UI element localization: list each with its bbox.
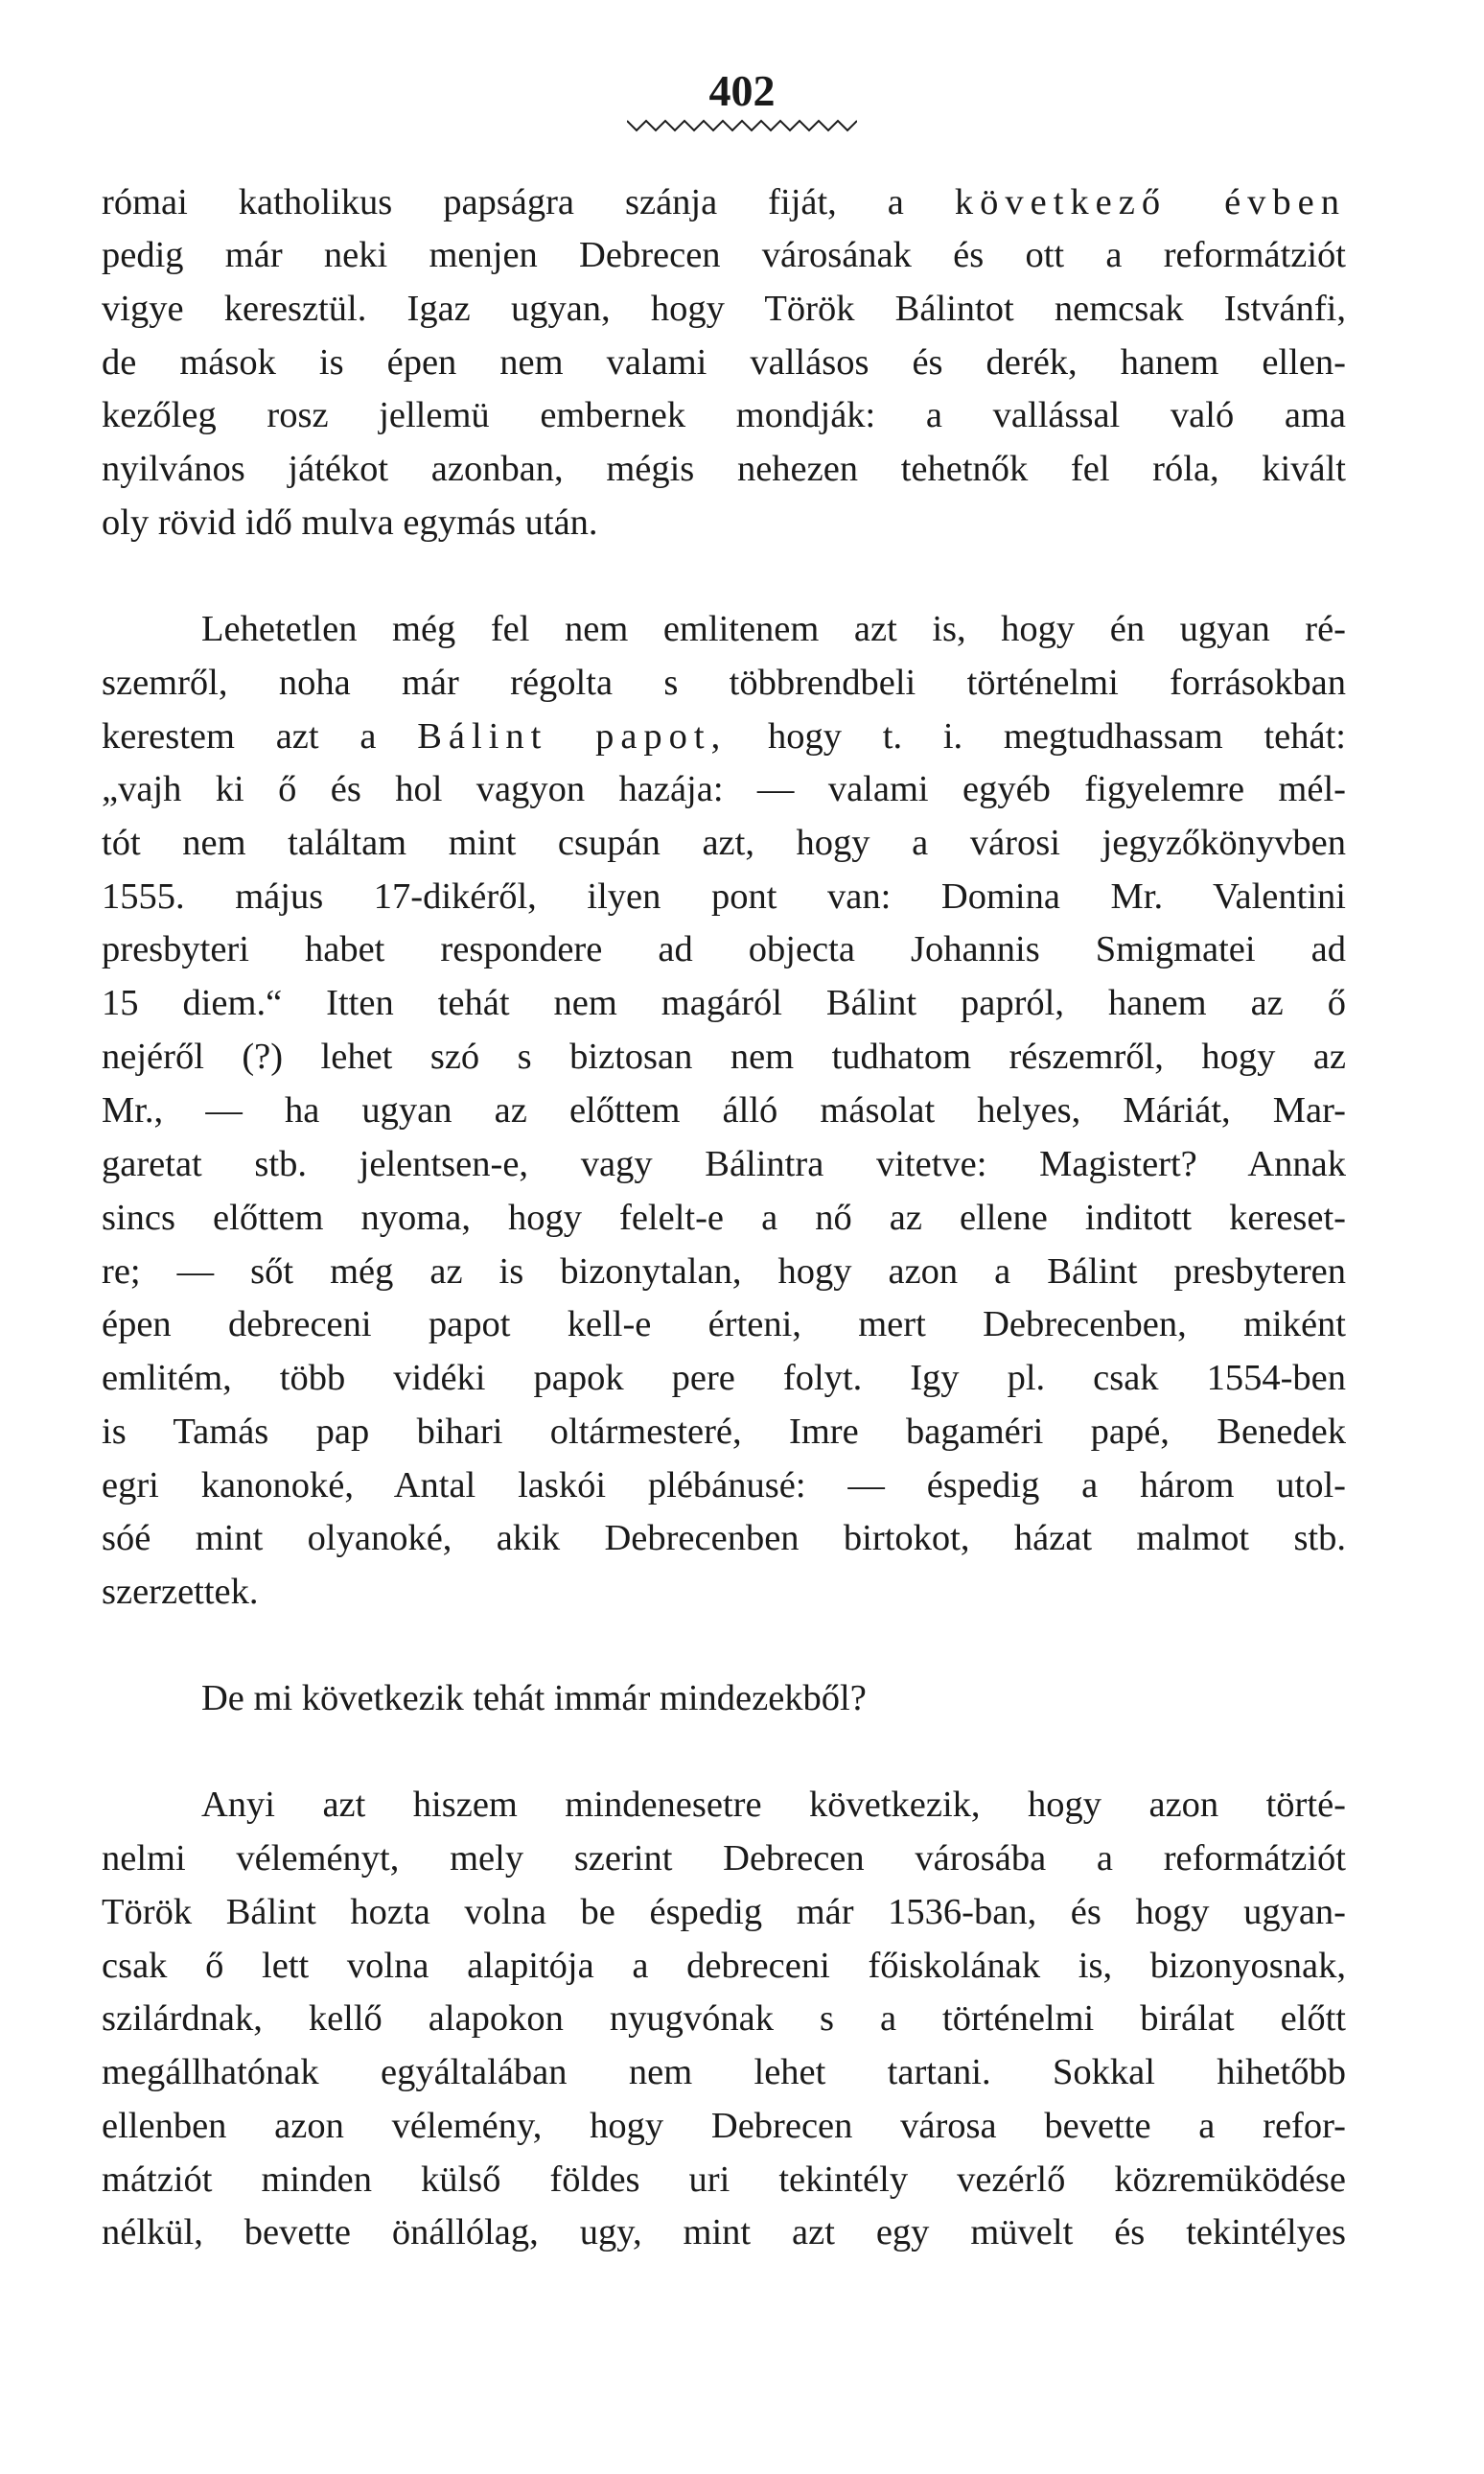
text-line: re; — sőt még az is bizonytalan, hogy azon a Bálint presbyteren: [102, 1251, 1346, 1292]
text-line: nejéről (?) lehet szó s biztosan nem tudhatom részemről, hogy az: [102, 1037, 1346, 1077]
page-number: 402: [708, 66, 776, 115]
text-line: [102, 184, 1346, 222]
text-line: kezőleg rosz jellemü embernek mondják: a vallással való ama: [102, 395, 1346, 435]
text-line: egri kanonoké, Antal laskói plébánusé: — éspedig a három utol-: [102, 1465, 1346, 1505]
text-line: is Tamás pap bihari oltármesteré, Imre bagaméri papé, Benedek: [102, 1412, 1346, 1452]
text-line: nyilvános játékot azonban, mégis nehezen tehetnők fel róla, kivált: [102, 449, 1346, 489]
text-line: De mi következik tehát immár mindezekből?: [201, 1678, 867, 1718]
text-line: ellenben azon vélemény, hogy Debrecen városa bevette a refor-: [102, 2106, 1346, 2146]
text-line: Török Bálint hozta volna be éspedig már 1536-ban, és hogy ugyan-: [102, 1892, 1346, 1932]
text-line: 15 diem.“ Itten tehát nem magáról Bálint papról, hanem az ő: [102, 983, 1346, 1023]
text-line: nelmi véleményt, mely szerint Debrecen városába a reformátziót: [102, 1838, 1346, 1879]
text-line: szemről, noha már régolta s többrendbeli történelmi forrásokban: [102, 663, 1346, 703]
wavy-ornament-icon: [627, 117, 857, 136]
text-line: [102, 718, 1346, 756]
text-segment: római katholikus papságra szánja fiját, a: [102, 182, 904, 222]
text-line: nélkül, bevette önállólag, ugy, mint azt egy müvelt és tekintélyes: [102, 2212, 1346, 2252]
text-line: mátziót minden külső földes uri tekintély vezérlő közremüködése: [102, 2159, 1346, 2200]
spaced-emphasis: következő évben: [954, 182, 1347, 222]
text-line: épen debreceni papot kell-e érteni, mert Debrecenben, miként: [102, 1304, 1346, 1344]
text-line: de mások is épen nem valami vallásos és derék, hanem ellen-: [102, 342, 1346, 383]
text-line: „vajh ki ő és hol vagyon hazája: — valami egyéb figyelemre mél-: [102, 769, 1346, 809]
text-line: Lehetetlen még fel nem emlitenem azt is, hogy én ugyan ré-: [201, 609, 1346, 649]
text-line: oly rövid idő mulva egymás után.: [102, 502, 598, 543]
text-line: csak ő lett volna alapitója a debreceni főiskolának is, bizonyosnak,: [102, 1946, 1346, 1986]
text-line: sóé mint olyanoké, akik Debrecenben birtokot, házat malmot stb.: [102, 1518, 1346, 1558]
text-line: szerzettek.: [102, 1572, 259, 1612]
text-line: tót nem találtam mint csupán azt, hogy a városi jegyzőkönyvben: [102, 823, 1346, 863]
text-line: garetat stb. jelentsen-e, vagy Bálintra vitetve: Magistert? Annak: [102, 1144, 1346, 1184]
text-line: 1555. május 17-dikéről, ilyen pont van: Domina Mr. Valentini: [102, 876, 1346, 917]
spaced-emphasis: Bálint papot,: [417, 716, 728, 757]
text-line: szilárdnak, kellő alapokon nyugvónak s a történelmi birálat előtt: [102, 1998, 1346, 2039]
text-line: Mr., — ha ugyan az előttem álló másolat helyes, Máriát, Mar-: [102, 1090, 1346, 1131]
text-segment: kerestem azt a: [102, 716, 377, 757]
text-line: vigye keresztül. Igaz ugyan, hogy Török Bálintot nemcsak Istvánfi,: [102, 289, 1346, 329]
text-line: Anyi azt hiszem mindenesetre következik, hogy azon törté-: [201, 1785, 1346, 1825]
text-line: presbyteri habet respondere ad objecta Johannis Smigmatei ad: [102, 929, 1346, 969]
text-line: emlitém, több vidéki papok pere folyt. Igy pl. csak 1554-ben: [102, 1358, 1346, 1398]
text-line: pedig már neki menjen Debrecen városának és ott a reformátziót: [102, 235, 1346, 275]
text-line: sincs előttem nyoma, hogy felelt-e a nő az ellene inditott kereset-: [102, 1198, 1346, 1238]
text-line: megállhatónak egyáltalában nem lehet tartani. Sokkal hihetőbb: [102, 2052, 1346, 2092]
text-segment: hogy t. i. megtudhassam tehát:: [768, 716, 1347, 757]
